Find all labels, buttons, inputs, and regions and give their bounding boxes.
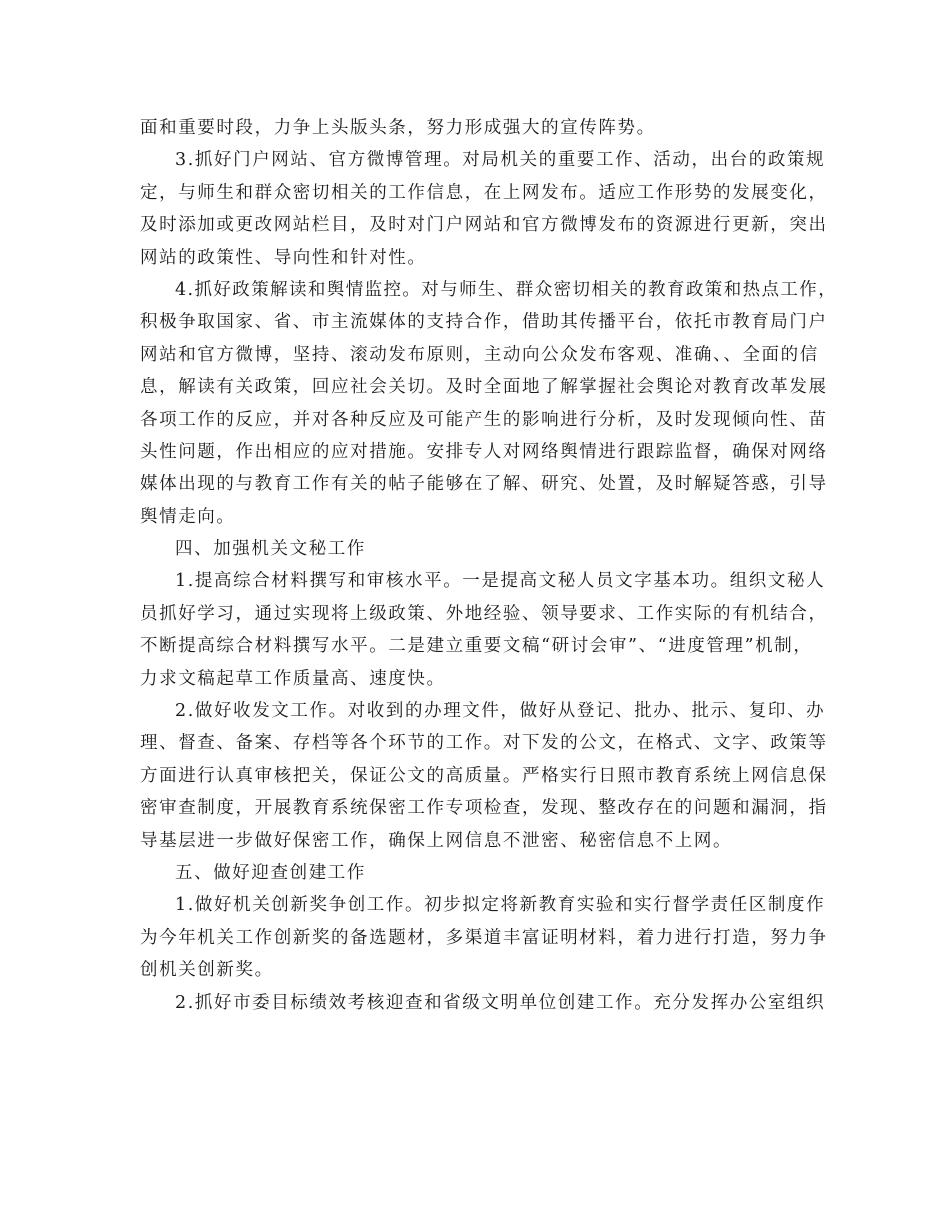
text-line: 3.抓好门户网站、官方微博管理。对局机关的重要工作、活动，出台的政策规 xyxy=(175,150,826,171)
text-line: 4.抓好政策解读和舆情监控。对与师生、群众密切相关的教育政策和热点工作， xyxy=(175,279,838,300)
text-line: 1.做好机关创新奖争创工作。初步拟定将新教育实验和实行督学责任区制度作 xyxy=(175,895,826,916)
document-body xyxy=(140,112,840,1019)
text-line: 各项工作的反应，并对各种反应及可能产生的影响进行分析，及时发现倾向性、苗 xyxy=(140,409,828,430)
text-line: 定，与师生和群众密切相关的工作信息，在上网发布。适应工作形势的发展变化， xyxy=(140,182,828,203)
text-line: 不断提高综合材料撰写水平。二是建立重要文稿“研讨会审”、“进度管理”机制， xyxy=(140,636,813,657)
text-line: 四、加强机关文秘工作 xyxy=(175,539,366,560)
text-line: 导基层进一步做好保密工作，确保上网信息不泄密、秘密信息不上网。 xyxy=(140,830,733,851)
text-line: 密审查制度，开展教育系统保密工作专项检查，发现、整改存在的问题和漏洞，指 xyxy=(140,798,828,819)
text-line: 2.抓好市委目标绩效考核迎查和省级文明单位创建工作。充分发挥办公室组织 xyxy=(175,992,826,1013)
text-line: 头性问题，作出相应的应对措施。安排专人对网络舆情进行跟踪监督，确保对网络 xyxy=(140,441,828,462)
text-line: 理、督查、备案、存档等各个环节的工作。对下发的公文，在格式、文字、政策等 xyxy=(140,733,828,754)
text-line: 及时添加或更改网站栏目，及时对门户网站和官方微博发布的资源进行更新，突出 xyxy=(140,215,828,236)
text-line: 1.提高综合材料撰写和审核水平。一是提高文秘人员文字基本功。组织文秘人 xyxy=(175,571,826,592)
text-line: 网站和官方微博，坚持、滚动发布原则，主动向公众发布客观、准确、、全面的信 xyxy=(140,344,819,365)
text-line: 网站的政策性、导向性和针对性。 xyxy=(140,247,427,268)
text-line: 员抓好学习，通过实现将上级政策、外地经验、领导要求、工作实际的有机结合， xyxy=(140,603,828,624)
text-line: 为今年机关工作创新奖的备选题材，多渠道丰富证明材料，着力进行打造，努力争 xyxy=(140,927,828,948)
text-line: 媒体出现的与教育工作有关的帖子能够在了解、研究、处置，及时解疑答惑，引导 xyxy=(140,474,828,495)
text-line: 面和重要时段，力争上头版头条，努力形成强大的宣传阵势。 xyxy=(140,118,656,138)
text-line: 力求文稿起草工作质量高、速度快。 xyxy=(140,668,446,689)
text-line: 息，解读有关政策，回应社会关切。及时全面地了解掌握社会舆论对教育改革发展 xyxy=(140,377,828,398)
text-line: 方面进行认真审核把关，保证公文的高质量。严格实行日照市教育系统上网信息保 xyxy=(140,765,828,786)
text-line: 五、做好迎查创建工作 xyxy=(175,862,366,883)
text-line: 积极争取国家、省、市主流媒体的支持合作，借助其传播平台，依托市教育局门户 xyxy=(140,312,828,333)
text-line: 2.做好收发文工作。对收到的办理文件，做好从登记、批办、批示、复印、办 xyxy=(175,701,826,722)
text-line: 创机关创新奖。 xyxy=(140,960,274,981)
text-line: 舆情走向。 xyxy=(140,506,236,527)
